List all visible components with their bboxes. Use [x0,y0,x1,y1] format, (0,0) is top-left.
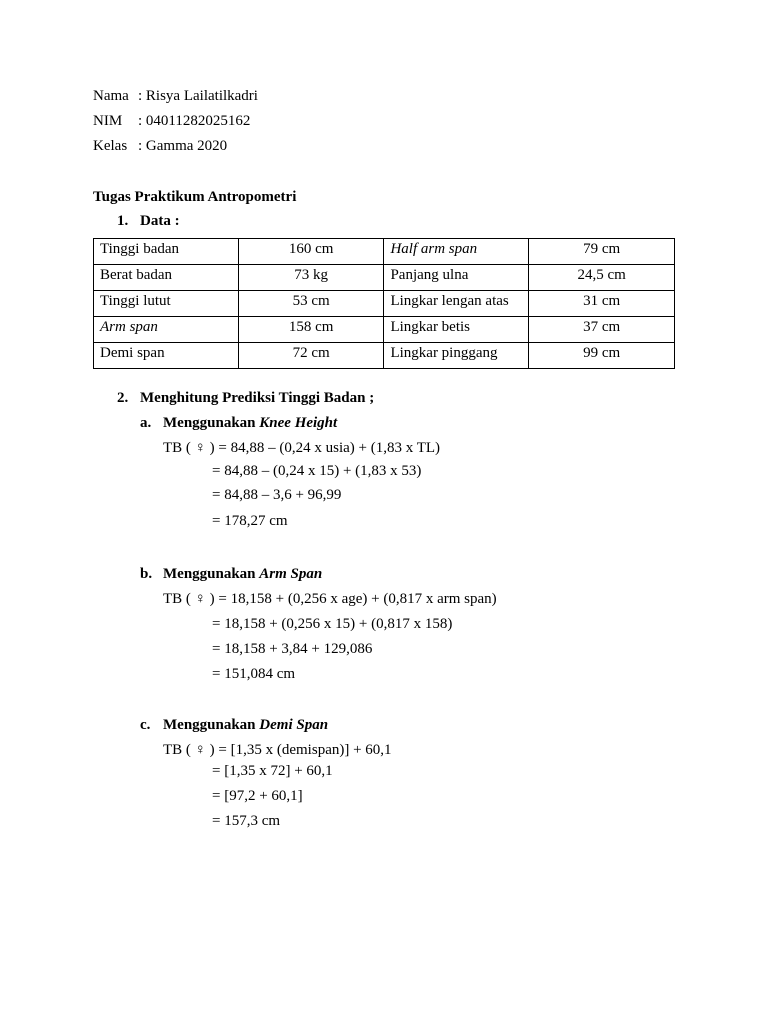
kelas-value: : Gamma 2020 [138,138,228,154]
section2-heading: Menghitung Prediksi Tinggi Badan ; [140,390,375,406]
nama-label: Nama [93,88,129,104]
table-row [94,317,675,343]
row-label-left: Tinggi lutut [94,291,239,317]
formula-line: = 84,88 – 3,6 + 96,99 [212,487,342,503]
row-label-right: Panjang ulna [384,265,529,291]
row-label-right: Lingkar betis [384,317,529,343]
sub-a-letter: a. [140,415,152,431]
row-label-right: Lingkar pinggang [384,343,529,369]
sub-c-heading: Menggunakan Demi Span [163,717,329,733]
nim-label: NIM [93,113,123,129]
row-value-left: 160 cm [238,239,384,265]
formula-line: = 84,88 – (0,24 x 15) + (1,83 x 53) [212,463,422,479]
sub-c-letter: c. [140,717,151,733]
formula-result: = 157,3 cm [212,813,281,829]
formula-line: TB ( ♀ ) = 18,158 + (0,256 x age) + (0,817 x arm span) [163,591,497,607]
nama-value: : Risya Lailatilkadri [138,88,258,104]
row-value-left: 73 kg [238,265,384,291]
table-row [94,265,675,291]
row-label-right: Half arm span [384,239,529,265]
section1-number: 1. [117,213,129,229]
formula-line: = [97,2 + 60,1] [212,788,303,804]
row-value-left: 72 cm [238,343,384,369]
row-label-left: Tinggi badan [94,239,239,265]
formula-line: TB ( ♀ ) = [1,35 x (demispan)] + 60,1 [163,742,392,758]
table-row [94,343,675,369]
row-value-left: 53 cm [238,291,384,317]
nim-value: : 04011282025162 [138,113,251,129]
row-value-right: 24,5 cm [529,265,675,291]
row-value-right: 31 cm [529,291,675,317]
sub-a-heading: Menggunakan Knee Height [163,415,338,431]
formula-line: = 18,158 + 3,84 + 129,086 [212,641,373,657]
formula-result: = 151,084 cm [212,666,296,682]
row-value-right: 99 cm [529,343,675,369]
row-value-left: 158 cm [238,317,384,343]
document-title: Tugas Praktikum Antropometri [93,189,297,205]
sub-b-letter: b. [140,566,153,582]
formula-result: = 178,27 cm [212,513,288,529]
row-value-right: 37 cm [529,317,675,343]
table-row [94,291,675,317]
formula-line: TB ( ♀ ) = 84,88 – (0,24 x usia) + (1,83 x TL) [163,440,441,456]
row-value-right: 79 cm [529,239,675,265]
row-label-left: Arm span [94,317,239,343]
sub-b-heading: Menggunakan Arm Span [163,566,323,582]
formula-line: = 18,158 + (0,256 x 15) + (0,817 x 158) [212,616,453,632]
kelas-label: Kelas [93,138,128,154]
row-label-right: Lingkar lengan atas [384,291,529,317]
section1-heading: Data : [140,213,180,229]
formula-line: = [1,35 x 72] + 60,1 [212,763,333,779]
anthropometry-data-table [93,238,675,369]
section2-number: 2. [117,390,129,406]
table-row [94,239,675,265]
row-label-left: Berat badan [94,265,239,291]
row-label-left: Demi span [94,343,239,369]
